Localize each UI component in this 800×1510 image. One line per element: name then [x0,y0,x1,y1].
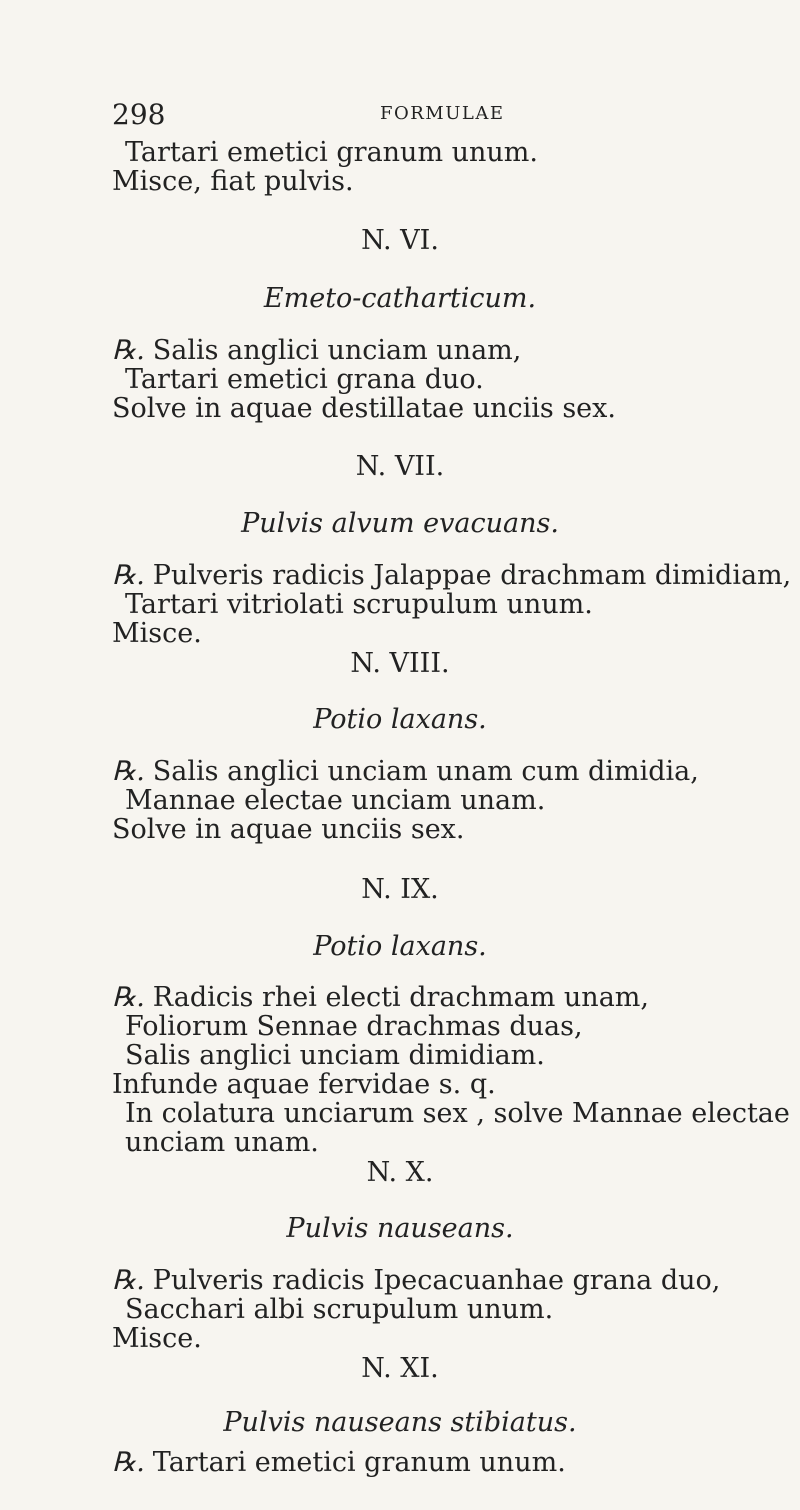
formula-line: Sacchari albi scrupulum unum. [125,1294,554,1325]
formula-line: ℞. Pulveris radicis Ipecacuanhae grana duo, [112,1265,721,1296]
formula-line: Misce. [112,1323,202,1354]
formula-line: Salis anglici unciam dimidiam. [125,1040,545,1071]
formula-line: ℞. Tartari emetici granum unum. [112,1447,566,1478]
formula-title: Potio laxans. [313,931,487,962]
formula-line: Mannae electae unciam unam. [125,785,546,816]
formula-line: Misce. [112,618,202,649]
intro-line: Misce, fiat pulvis. [112,166,354,197]
recipe-symbol: ℞. [112,560,145,591]
formula-line: unciam unam. [125,1127,319,1158]
running-title: FORMULAE [380,103,505,124]
page-number: 298 [112,98,166,131]
formula-number: N. X. [366,1157,434,1188]
formula-number: N. VII. [355,451,445,482]
formula-number: N. IX. [361,874,439,905]
formula-number: N. VIII. [350,648,450,679]
formula-line: ℞. Pulveris radicis Jalappae drachmam dimidiam, [112,560,792,591]
formula-line: Tartari vitriolati scrupulum unum. [125,589,593,620]
formula-line: Infunde aquae fervidae s. q. [112,1069,496,1100]
intro-line: Tartari emetici granum unum. [125,137,538,168]
formula-number: N. VI. [361,225,439,256]
formula-title: Pulvis nauseans. [286,1213,514,1244]
recipe-symbol: ℞. [112,1447,145,1478]
formula-line: ℞. Radicis rhei electi drachmam unam, [112,982,649,1013]
formula-line: ℞. Salis anglici unciam unam, [112,335,522,366]
formula-line: In colatura unciarum sex , solve Mannae electae [125,1098,790,1129]
recipe-symbol: ℞. [112,982,145,1013]
recipe-symbol: ℞. [112,335,145,366]
recipe-symbol: ℞. [112,756,145,787]
formula-line: Foliorum Sennae drachmas duas, [125,1011,583,1042]
formula-title: Pulvis nauseans stibiatus. [223,1407,577,1438]
recipe-symbol: ℞. [112,1265,145,1296]
formula-number: N. XI. [361,1353,439,1384]
formula-title: Pulvis alvum evacuans. [241,508,559,539]
formula-line: Solve in aquae destillatae unciis sex. [112,393,616,424]
formula-line: Tartari emetici grana duo. [125,364,484,395]
formula-title: Emeto-catharticum. [263,283,537,314]
formula-title: Potio laxans. [313,704,487,735]
formula-line: ℞. Salis anglici unciam unam cum dimidia, [112,756,699,787]
formula-line: Solve in aquae unciis sex. [112,814,465,845]
